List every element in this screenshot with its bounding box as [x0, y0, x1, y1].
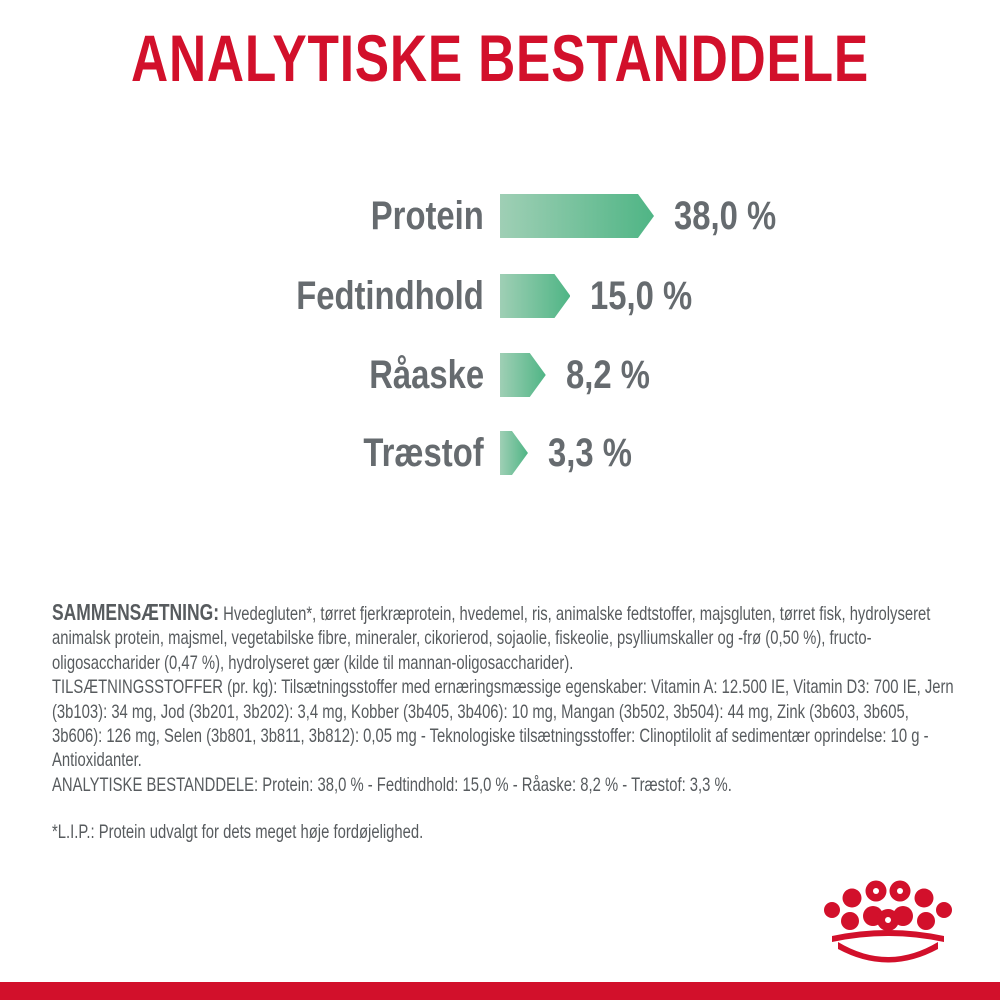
nutrient-label: Fedtindhold: [296, 274, 484, 318]
nutrient-label: Råaske: [369, 353, 484, 397]
nutrient-value: 3,3 %: [547, 431, 632, 475]
additives-text: TILSÆTNINGSSTOFFER (pr. kg): Tilsætningsstoffer med ernæringsmæssige egenskaber: Vitamin A: 12.500 IE, Vitamin D3: 700 IE, Jern (3b103): 34 mg, Jod (3b201, 3b202): 3,4 mg, Kobber (3b405, 3b406): 10 mg, Mangan (3b502, 3b504): 44 mg, Zink (3b603, 3b605, 3b606): 126 mg, Selen (3b801, 3b811, 3b812): 0,05 mg - Teknologiske tilsætningsstoffer: Clinoptilolit af sedimentær oprindelse: 10 g - Antioxidanter.: [52, 676, 954, 772]
composition-block: [52, 600, 956, 797]
footnote: *L.I.P.: Protein udvalgt for dets meget høje fordøjelighed.: [52, 821, 424, 843]
nutrient-label: Protein: [371, 194, 484, 238]
nutrient-bar: [500, 194, 654, 238]
nutrient-row: [0, 347, 1000, 403]
bottom-brand-bar: [0, 982, 1000, 1000]
nutrient-value: 8,2 %: [565, 353, 650, 397]
nutrient-value: 15,0 %: [590, 274, 693, 318]
composition-heading: SAMMENSÆTNING:: [52, 599, 220, 625]
nutrient-row: [0, 188, 1000, 244]
nutrient-bar: [500, 431, 528, 475]
nutrient-value: 38,0 %: [674, 194, 777, 238]
ingredients-text: Hvedegluten*, tørret fjerkræprotein, hvedemel, ris, animalske fedtstoffer, majsgluten, tørret fisk, hydrolyseret animalsk protein, majsmel, vegetabilske fibre, mineraler, cikorierod, sojaolie, fiskeolie, psylliumskaller og -frø (0,50 %), fructo-oligosaccharider (0,47 %), hydrolyseret gær (kilde til mannan-oligosaccharider).: [52, 603, 931, 674]
page-title: ANALYTISKE BESTANDDELE: [131, 21, 869, 95]
nutrient-bar: [500, 353, 546, 397]
nutrient-label: Træstof: [363, 431, 484, 475]
nutrient-row: [0, 268, 1000, 324]
nutrient-bar: [500, 274, 570, 318]
ingredients-paragraph: [52, 600, 956, 675]
nutrient-row: [0, 425, 1000, 481]
analytical-text: ANALYTISKE BESTANDDELE: Protein: 38,0 % - Fedtindhold: 15,0 % - Råaske: 8,2 % - Træstof: 3,3 %.: [52, 773, 732, 796]
royal-canin-crown-icon: [818, 880, 958, 970]
